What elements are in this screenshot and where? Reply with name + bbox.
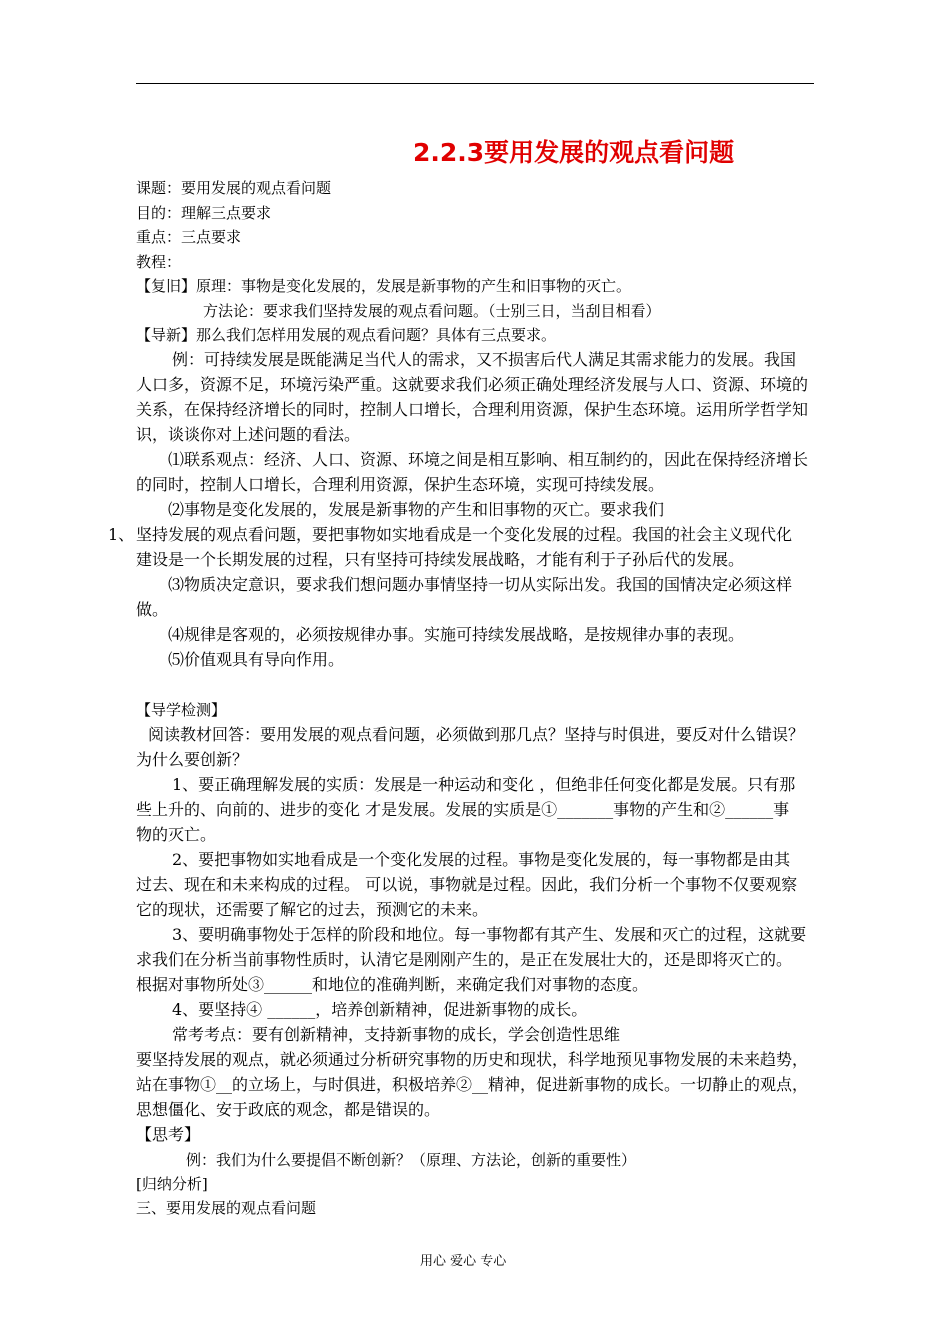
text-line: 4、要坚持④ ______，培养创新精神，促进新事物的成长。 [172,1000,588,1019]
text-line: 做。 [136,600,169,619]
text-line: 3、要明确事物处于怎样的阶段和地位。每一事物都有其产生、发展和灭亡的过程，这就要 [172,925,807,944]
text-line: 重点：三点要求 [136,228,242,246]
text-line: ⑷规律是客观的，必须按规律办事。实施可持续发展战略，是按规律办事的表现。 [168,625,745,644]
text-line: 坚持发展的观点看问题，要把事物如实地看成是一个变化发展的过程。我国的社会主义现代化 [136,525,793,544]
text-line: 1、要正确理解发展的实质：发展是一种运动和变化 ，但绝非任何变化都是发展。只有那 [172,775,796,794]
text-line: 关系，在保持经济增长的同时，控制人口增长，合理利用资源，保护生态环境。运用所学哲学知 [136,400,809,419]
header-rule [136,83,814,84]
text-line: 教程： [136,253,182,271]
text-line: 站在事物①__的立场上，与时俱进，积极培养②__精神，促进新事物的成长。一切静止的观点， [136,1075,809,1094]
text-line: 2、要把事物如实地看成是一个变化发展的过程。事物是变化发展的，每一事物都是由其 [172,850,791,869]
text-line: 的同时，控制人口增长，合理利用资源，保护生态环境，实现可持续发展。 [136,475,665,494]
text-line: 目的：理解三点要求 [136,204,272,222]
text-line: 阅读教材回答：要用发展的观点看问题，必须做到那几点？坚持与时俱进，要反对什么错误？ [148,725,805,744]
text-line: ⑵事物是变化发展的，发展是新事物的产生和旧事物的灭亡。要求我们 [168,500,665,519]
page-footer: 用心 爱心 专心 [420,1254,507,1269]
text-line: ⑶物质决定意识，要求我们想问题办事情坚持一切从实际出发。我国的国情决定必须这样 [168,575,793,594]
text-line: 方法论：要求我们坚持发展的观点看问题。（士别三日，当刮目相看） [203,302,661,320]
document-title: 2.2.3要用发展的观点看问题 [413,138,735,167]
text-line: 过去、现在和未来构成的过程。 可以说，事物就是过程。因此，我们分析一个事物不仅要观察 [136,875,798,894]
text-line: 常考考点：要有创新精神，支持新事物的成长，学会创造性思维 [172,1025,621,1044]
text-line: 它的现状，还需要了解它的过去，预测它的未来。 [136,900,489,919]
list-number: 1、 [108,525,135,544]
text-line: 思想僵化、安于政底的观念，都是错误的。 [136,1100,441,1119]
text-line: 三、要用发展的观点看问题 [136,1199,317,1217]
text-line: 【复旧】原理：事物是变化发展的，发展是新事物的产生和旧事物的灭亡。 [136,277,632,295]
text-line: 人口多，资源不足，环境污染严重。这就要求我们必须正确处理经济发展与人口、资源、环境的 [136,375,809,394]
section-heading: 【思考】 [136,1125,201,1144]
text-line: [归纳分析] [136,1175,208,1193]
text-line: 例：我们为什么要提倡不断创新？（原理、方法论，创新的重要性） [186,1151,637,1169]
text-line: 建设是一个长期发展的过程，只有坚持可持续发展战略，才能有利于子孙后代的发展。 [136,550,745,569]
section-heading: 【导学检测】 [136,701,227,719]
text-line: ⑸价值观具有导向作用。 [168,650,345,669]
text-line: 例：可持续发展是既能满足当代人的需求，又不损害后代人满足其需求能力的发展。我国 [172,350,797,369]
text-line: ⑴联系观点：经济、人口、资源、环境之间是相互影响、相互制约的，因此在保持经济增长 [168,450,809,469]
text-line: 【导新】那么我们怎样用发展的观点看问题？具体有三点要求。 [136,326,557,344]
text-line: 为什么要创新？ [136,750,249,769]
text-line: 要坚持发展的观点，就必须通过分析研究事物的历史和现状，科学地预见事物发展的未来趋势， [136,1050,809,1069]
text-line: 些上升的、向前的、进步的变化 才是发展。发展的实质是①_______事物的产生和②______事 [136,800,790,819]
text-line: 课题：要用发展的观点看问题 [136,179,332,197]
text-line: 物的灭亡。 [136,825,217,844]
text-line: 根据对事物所处③______和地位的准确判断，来确定我们对事物的态度。 [136,975,649,994]
text-line: 识，谈谈你对上述问题的看法。 [136,425,361,444]
text-line: 求我们在分析当前事物性质时，认清它是刚刚产生的，是正在发展壮大的，还是即将灭亡的。 [136,950,793,969]
